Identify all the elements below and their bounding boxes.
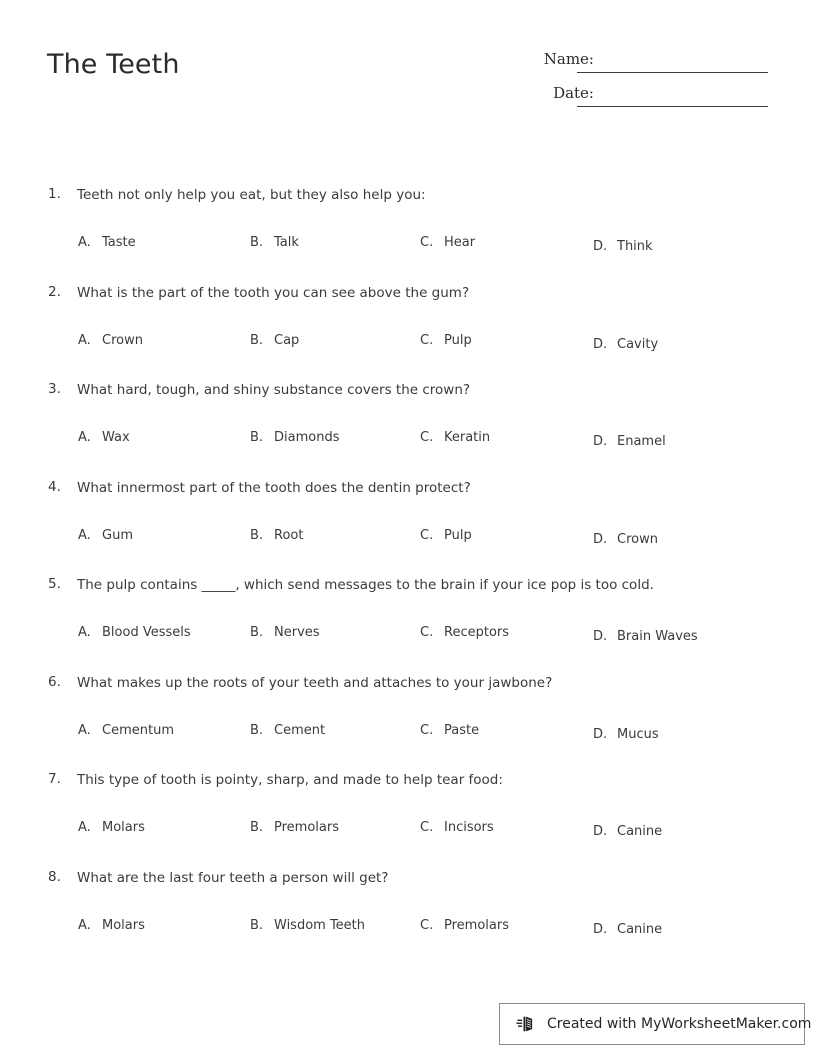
option-d-label: Canine — [617, 824, 663, 839]
option-d-letter: D. — [593, 824, 608, 839]
question-item — [0, 186, 816, 284]
option-c-label: Receptors — [444, 625, 510, 640]
option-c[interactable] — [420, 625, 509, 640]
question-text: What hard, tough, and shiny substance covers the crown? — [77, 382, 471, 398]
option-a[interactable] — [78, 625, 191, 640]
option-b[interactable] — [250, 528, 303, 543]
option-a-letter: A. — [78, 527, 91, 543]
question-number: 6. — [48, 673, 61, 690]
option-a-label: Molars — [102, 917, 145, 933]
option-b-label: Premolars — [274, 820, 339, 835]
option-c[interactable] — [420, 820, 494, 835]
option-a-label: Gum — [102, 527, 133, 543]
option-d[interactable] — [593, 337, 658, 352]
option-a-label: Taste — [102, 235, 136, 250]
option-d-label: Cavity — [617, 336, 659, 352]
option-d[interactable] — [593, 727, 659, 742]
option-b-letter: B. — [250, 527, 264, 543]
option-b-letter: B. — [250, 820, 264, 835]
name-date-block — [505, 50, 785, 118]
option-row — [0, 717, 816, 753]
option-c[interactable] — [420, 723, 479, 738]
option-c-letter: C. — [420, 235, 434, 250]
option-d-label: Brain Waves — [617, 629, 698, 644]
option-d-letter: D. — [593, 921, 608, 937]
name-field-label: Name: — [543, 50, 594, 68]
question-text: What is the part of the tooth you can see above the gum? — [77, 284, 470, 301]
option-row — [0, 814, 816, 850]
option-a[interactable] — [78, 723, 174, 738]
option-b[interactable] — [250, 333, 299, 348]
question-item — [0, 479, 816, 577]
option-a[interactable] — [78, 918, 145, 933]
question-item — [0, 576, 816, 674]
option-b[interactable] — [250, 430, 339, 445]
option-row — [0, 229, 816, 265]
option-b-label: Root — [274, 527, 304, 543]
option-b[interactable] — [250, 723, 325, 738]
option-b[interactable] — [250, 625, 320, 640]
option-a-letter: A. — [78, 722, 91, 738]
option-c[interactable] — [420, 235, 475, 250]
question-text: What are the last four teeth a person will get? — [77, 869, 389, 886]
option-d[interactable] — [593, 922, 662, 937]
option-c-label: Paste — [444, 722, 480, 738]
option-a[interactable] — [78, 333, 143, 348]
option-b-letter: B. — [250, 235, 264, 250]
option-c-letter: C. — [420, 820, 434, 835]
option-d-label: Think — [617, 239, 653, 254]
question-text: Teeth not only help you eat, but they also help you: — [77, 187, 426, 203]
question-number: 3. — [48, 381, 61, 397]
option-b-label: Cap — [274, 332, 300, 348]
option-a[interactable] — [78, 430, 130, 445]
page-title: The Teeth — [47, 49, 180, 80]
option-c[interactable] — [420, 430, 490, 445]
option-d-letter: D. — [593, 726, 608, 742]
option-c-letter: C. — [420, 625, 434, 640]
option-a-letter: A. — [78, 430, 91, 445]
question-number: 1. — [48, 186, 61, 202]
name-field-row — [505, 50, 785, 84]
option-d-letter: D. — [593, 629, 608, 644]
option-c-label: Premolars — [444, 917, 509, 933]
question-item — [0, 674, 816, 772]
option-row — [0, 327, 816, 363]
option-a[interactable] — [78, 820, 145, 835]
option-d-letter: D. — [593, 531, 608, 547]
option-a-letter: A. — [78, 917, 91, 933]
option-a-label: Cementum — [102, 722, 174, 738]
option-d-label: Crown — [617, 531, 658, 547]
option-d-letter: D. — [593, 336, 608, 352]
question-number: 5. — [48, 576, 61, 592]
option-d[interactable] — [593, 629, 698, 644]
option-row — [0, 424, 816, 460]
option-a[interactable] — [78, 528, 133, 543]
option-d[interactable] — [593, 434, 666, 449]
question-list — [0, 186, 816, 966]
option-b-label: Nerves — [274, 625, 320, 640]
date-field-row — [505, 84, 785, 118]
option-b-label: Cement — [274, 722, 326, 738]
option-c[interactable] — [420, 918, 509, 933]
question-text: What innermost part of the tooth does the dentin protect? — [77, 479, 471, 496]
option-b-letter: B. — [250, 625, 264, 640]
question-text: What makes up the roots of your teeth and attaches to your jawbone? — [77, 674, 553, 691]
option-b-letter: B. — [250, 332, 264, 348]
question-text: The pulp contains _____, which send messages to the brain if your ice pop is too cold. — [77, 577, 654, 593]
question-number: 8. — [48, 868, 61, 885]
question-item — [0, 284, 816, 382]
option-d[interactable] — [593, 824, 662, 839]
option-b-label: Diamonds — [274, 430, 340, 445]
option-c-letter: C. — [420, 430, 434, 445]
option-d-letter: D. — [593, 239, 608, 254]
option-b-label: Wisdom Teeth — [274, 917, 366, 933]
option-a-label: Molars — [102, 820, 145, 835]
option-c-label: Incisors — [444, 820, 494, 835]
date-field-line[interactable] — [577, 106, 768, 107]
option-b[interactable] — [250, 820, 339, 835]
option-a-letter: A. — [78, 625, 91, 640]
option-d[interactable] — [593, 239, 653, 254]
option-c[interactable] — [420, 528, 472, 543]
option-row — [0, 522, 816, 558]
option-row — [0, 619, 816, 655]
name-field-line[interactable] — [577, 72, 768, 73]
option-a-letter: A. — [78, 235, 91, 250]
question-item — [0, 381, 816, 479]
option-a-label: Wax — [102, 430, 130, 445]
option-d-label: Canine — [617, 921, 663, 937]
option-a-letter: A. — [78, 820, 91, 835]
option-c-label: Keratin — [444, 430, 491, 445]
option-a-letter: A. — [78, 332, 91, 348]
option-b-letter: B. — [250, 722, 264, 738]
option-b-letter: B. — [250, 430, 264, 445]
option-c-letter: C. — [420, 917, 434, 933]
option-b-letter: B. — [250, 917, 264, 933]
option-a[interactable] — [78, 235, 136, 250]
option-c-letter: C. — [420, 722, 434, 738]
date-field-label: Date: — [553, 84, 594, 102]
question-item — [0, 771, 816, 869]
worksheet-maker-badge[interactable] — [499, 1003, 812, 1045]
question-item — [0, 869, 816, 967]
option-d-label: Enamel — [617, 434, 666, 449]
question-number: 7. — [48, 771, 61, 787]
option-row — [0, 912, 816, 948]
worksheet-maker-logo-icon — [516, 1013, 538, 1035]
option-b[interactable] — [250, 235, 299, 250]
option-c-label: Hear — [444, 235, 476, 250]
option-d[interactable] — [593, 532, 658, 547]
question-number: 2. — [48, 283, 61, 300]
option-d-letter: D. — [593, 434, 608, 449]
option-c-letter: C. — [420, 332, 434, 348]
question-number: 4. — [48, 478, 61, 495]
option-c[interactable] — [420, 333, 472, 348]
option-c-label: Pulp — [444, 332, 472, 348]
option-b-label: Talk — [274, 235, 299, 250]
option-a-label: Crown — [102, 332, 143, 348]
worksheet-maker-badge-label: Created with MyWorksheetMaker.com — [547, 1016, 812, 1032]
option-a-label: Blood Vessels — [102, 625, 191, 640]
question-text: This type of tooth is pointy, sharp, and made to help tear food: — [77, 772, 503, 788]
option-c-label: Pulp — [444, 527, 472, 543]
option-d-label: Mucus — [617, 726, 659, 742]
option-c-letter: C. — [420, 527, 434, 543]
option-b[interactable] — [250, 918, 365, 933]
